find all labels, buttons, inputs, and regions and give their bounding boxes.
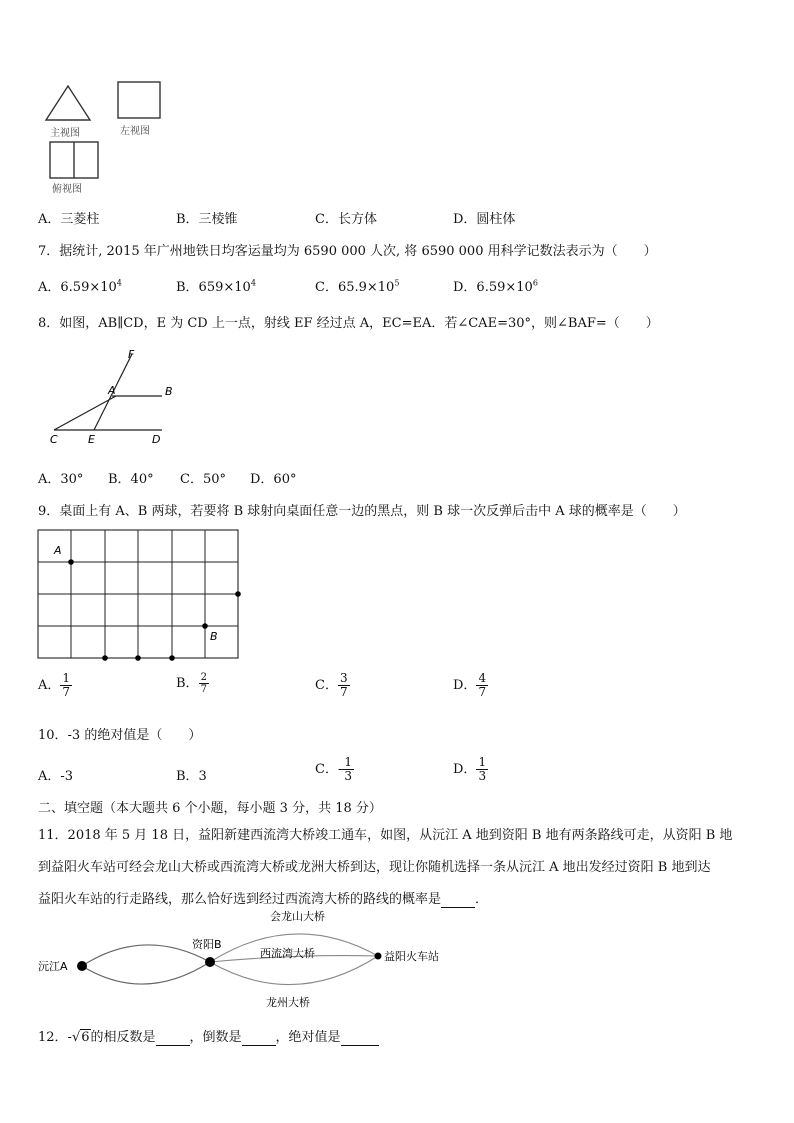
q10-stem: 10．-3 的绝对值是（ ） <box>38 728 202 743</box>
q10-option-c[interactable] <box>315 756 354 783</box>
q11-line-2: 到益阳火车站可经会龙山大桥或西流湾大桥或龙洲大桥到达，现让你随机选择一条从沅江 A 地出发经过资阳 B 地到达 <box>38 860 711 875</box>
q9-option-c-letter: C． <box>315 678 338 694</box>
q7-option-c-text: C．65.9×10 <box>315 280 395 295</box>
label-f: F <box>128 348 135 361</box>
q8-option-b[interactable]: B．40° <box>108 472 154 487</box>
q12-prefix: 12．- <box>38 1030 72 1045</box>
q7-option-a-exp: 4 <box>116 278 122 288</box>
q9-option-b-fraction <box>199 672 209 695</box>
label-a: A <box>108 384 116 397</box>
section-2-title: 二、填空题（本大题共 6 个小题，每小题 3 分，共 18 分） <box>38 801 382 816</box>
q12-blank-reciprocal[interactable] <box>242 1030 276 1046</box>
q6-option-a[interactable]: A．三菱柱 <box>38 212 100 227</box>
numerator: 1 <box>344 755 352 769</box>
edge-dot <box>169 655 175 661</box>
q7-option-a-text: A．6.59×10 <box>38 280 117 295</box>
label-b: B <box>165 385 173 398</box>
q7-option-b[interactable] <box>176 276 256 295</box>
q7-option-d-exp: 6 <box>532 278 538 288</box>
denominator: 7 <box>339 685 348 700</box>
label-ziyang: 资阳B <box>192 938 222 951</box>
label-longzhou-bridge: 龙州大桥 <box>266 996 310 1009</box>
q12-text-2: ，倒数是 <box>189 1030 242 1045</box>
label-e: E <box>88 433 95 446</box>
route-a-b-upper <box>82 945 210 966</box>
label-ball-a: A <box>54 544 62 557</box>
q7-option-d-text: D．6.59×10 <box>453 280 533 295</box>
node-ziyang <box>205 957 215 967</box>
q6-option-b[interactable]: B．三棱锥 <box>176 212 238 227</box>
q7-option-b-exp: 4 <box>250 278 256 288</box>
label-ball-b: B <box>210 630 218 643</box>
q7-option-a[interactable] <box>38 276 122 295</box>
left-view-rectangle <box>118 82 160 118</box>
q12-line <box>38 1026 379 1046</box>
q8-option-c[interactable]: C．50° <box>180 472 226 487</box>
q9-option-a-letter: A． <box>38 678 61 694</box>
node-station <box>375 953 382 960</box>
q9-option-d-letter: D． <box>453 678 477 694</box>
edge-dot <box>135 655 141 661</box>
q11-line-3-end: ． <box>475 892 489 907</box>
q9-option-d-fraction <box>476 672 488 699</box>
q6-option-c[interactable]: C．长方体 <box>315 212 377 227</box>
q9-option-b-letter: B． <box>176 676 199 691</box>
node-yuanjiang <box>77 961 87 971</box>
q12-radicand: 6 <box>81 1030 90 1045</box>
q10-option-d[interactable] <box>453 756 488 783</box>
numerator: 4 <box>478 671 487 685</box>
q11-line-1: 11．2018 年 5 月 18 日，益阳新建西流湾大桥竣工通车，如图，从沅江 A 地到资阳 B 地有两条路线可走，从资阳 B 地 <box>38 828 733 843</box>
q7-stem: 7．据统计, 2015 年广州地铁日均客运量均为 6590 000 人次, 将 6590 000 用科学记数法表示为（ ） <box>38 244 657 259</box>
q10-option-d-fraction <box>476 756 488 783</box>
front-view-label: 主视图 <box>50 128 80 139</box>
front-view-triangle <box>46 86 90 120</box>
q7-option-c[interactable] <box>315 276 399 295</box>
q7-option-d[interactable] <box>453 276 538 295</box>
q11-route-diagram <box>34 904 454 1014</box>
edge-dot <box>102 655 108 661</box>
denominator: 7 <box>200 684 207 695</box>
q8-option-a[interactable]: A．30° <box>38 472 84 487</box>
q9-option-c-fraction <box>338 672 350 699</box>
q10-option-c-fraction <box>342 756 354 783</box>
route-a-b-lower <box>82 962 210 984</box>
q12-blank-opposite[interactable] <box>156 1030 190 1046</box>
label-huilongshan-bridge: 会龙山大桥 <box>270 910 325 923</box>
label-yuanjiang: 沅江A <box>38 960 68 973</box>
q9-billiard-grid <box>34 526 248 666</box>
q10-option-b[interactable]: B．3 <box>176 769 207 784</box>
numerator: 1 <box>478 755 487 769</box>
ball-a <box>68 559 74 565</box>
numerator: 1 <box>62 671 71 685</box>
label-xiliuwan-bridge: 西流湾大桥 <box>260 947 315 960</box>
q9-option-a-fraction <box>60 672 72 699</box>
q7-option-c-exp: 5 <box>394 278 400 288</box>
q10-option-d-letter: D． <box>453 762 477 778</box>
edge-dot <box>235 591 241 597</box>
q9-option-d[interactable] <box>453 672 488 699</box>
label-station: 益阳火车站 <box>384 950 439 963</box>
top-view-label: 俯视图 <box>52 184 82 195</box>
q9-option-a[interactable] <box>38 672 72 699</box>
denominator: 7 <box>478 685 487 700</box>
q9-option-c[interactable] <box>315 672 350 699</box>
q8-stem: 8．如图，AB∥CD，E 为 CD 上一点，射线 EF 经过点 A，EC=EA．若∠CAE=30°，则∠BAF=（ ） <box>38 316 659 331</box>
q8-option-d[interactable]: D．60° <box>250 472 297 487</box>
q7-option-b-text: B．659×10 <box>176 280 251 295</box>
left-view-label: 左视图 <box>120 126 150 137</box>
sqrt-icon: √ <box>71 1030 81 1045</box>
three-views-figure <box>40 78 180 198</box>
line-ca <box>54 396 116 430</box>
denominator: 7 <box>62 685 71 700</box>
q9-option-b[interactable] <box>176 672 209 695</box>
label-d: D <box>152 433 161 446</box>
q12-text-3: ，绝对值是 <box>275 1030 341 1045</box>
q10-option-c-letter: C．- <box>315 762 343 778</box>
q9-stem: 9．桌面上有 A、B 两球，若要将 B 球射向桌面任意一边的黑点，则 B 球一次反弹后击中 A 球的概率是（ ） <box>38 504 686 519</box>
ball-b <box>202 623 208 629</box>
q6-option-d[interactable]: D．圆柱体 <box>453 212 516 227</box>
q10-option-a[interactable]: A．-3 <box>38 769 74 784</box>
denominator: 3 <box>478 769 487 784</box>
numerator: 2 <box>200 672 207 683</box>
q8-parallel-lines-figure <box>40 344 190 450</box>
label-c: C <box>50 433 58 446</box>
numerator: 3 <box>339 671 348 685</box>
q12-blank-absolute[interactable] <box>341 1030 379 1046</box>
q11-line-3-text: 益阳火车站的行走路线，那么恰好选到经过西流湾大桥的路线的概率是 <box>38 892 442 907</box>
q12-text-1: 的相反数是 <box>90 1030 156 1045</box>
denominator: 3 <box>344 769 352 784</box>
